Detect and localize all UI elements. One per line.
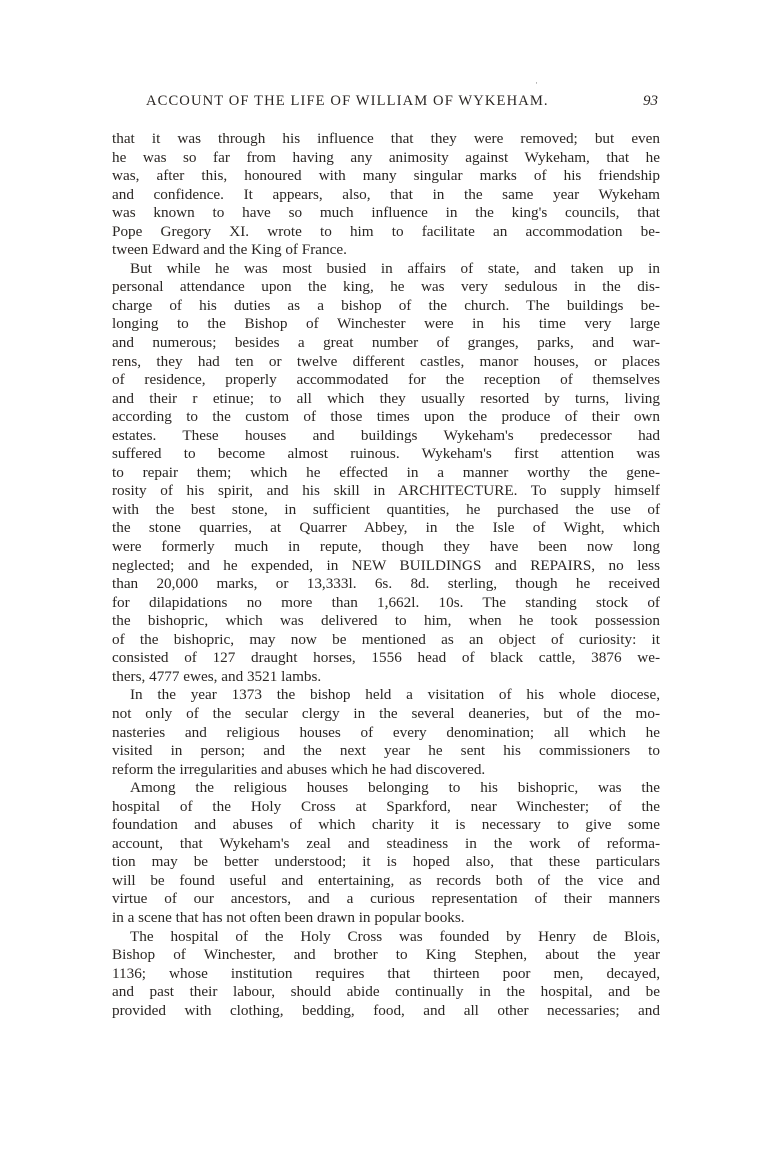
text-line: were formerly much in repute, though they have been now long: [112, 538, 660, 556]
text-line: that it was through his influence that they were removed; but even: [112, 130, 660, 147]
text-line: foundation and abuses of which charity it is necessary to give some: [112, 816, 660, 834]
text-line: longing to the Bishop of Winchester were in his time very large: [112, 315, 660, 333]
text-line: reform the irregularities and abuses which he had discovered.: [112, 760, 486, 778]
text-line: he was so far from having any animosity against Wykeham, that he: [112, 148, 660, 166]
text-line: neglected; and he expended, in NEW BUILDINGS and REPAIRS, no less: [112, 556, 660, 574]
text-line: hospital of the Holy Cross at Sparkford, near Winchester; of the: [112, 797, 660, 815]
text-line: of residence, properly accommodated for the reception of themselves: [112, 371, 660, 389]
page-number: 93: [643, 93, 658, 109]
text-line: with the best stone, in sufficient quantities, he purchased the use of: [112, 500, 660, 518]
text-line: virtue of our ancestors, and a curious representation of their manners: [112, 890, 660, 908]
text-line: rens, they had ten or twelve different castles, manor houses, or places: [112, 352, 660, 370]
text-line: In the year 1373 the bishop held a visitation of his whole diocese,: [130, 686, 660, 704]
text-line: was, after this, honoured with many singular marks of his friendship: [112, 167, 660, 185]
text-line: in a scene that has not often been drawn in popular books.: [112, 908, 465, 926]
text-line: personal attendance upon the king, he was very sedulous in the dis-: [112, 278, 660, 296]
text-line: charge of his duties as a bishop of the church. The buildings be-: [112, 296, 660, 314]
text-line: rosity of his spirit, and his skill in ARCHITECTURE. To supply himself: [112, 482, 660, 500]
text-line: tion may be better understood; it is hoped also, that these particulars: [112, 853, 660, 871]
text-line: and past their labour, should abide continually in the hospital, and be: [112, 983, 660, 1001]
text-line: was known to have so much influence in the king's councils, that: [112, 204, 660, 222]
text-line: Among the religious houses belonging to his bishopric, was the: [130, 779, 660, 797]
page-header: [110, 93, 658, 117]
text-line: nasteries and religious houses of every denomination; all which he: [112, 723, 660, 741]
text-line: to repair them; which he effected in a manner worthy the gene-: [112, 463, 660, 481]
text-line: 1136; whose institution requires that thirteen poor men, decayed,: [112, 964, 660, 982]
text-line: Bishop of Winchester, and brother to King Stephen, about the year: [112, 946, 660, 964]
text-line: of the bishopric, may now be mentioned as an object of curiosity: it: [112, 630, 660, 648]
text-line: account, that Wykeham's zeal and steadiness in the work of reforma-: [112, 834, 660, 852]
text-line: provided with clothing, bedding, food, and all other necessaries; and: [112, 1001, 660, 1019]
text-line: The hospital of the Holy Cross was founded by Henry de Blois,: [130, 927, 660, 945]
corner-mark: ·: [535, 78, 538, 88]
text-line: Pope Gregory XI. wrote to him to facilitate an accommodation be-: [112, 222, 660, 240]
text-line: and confidence. It appears, also, that in the same year Wykeham: [112, 185, 660, 203]
text-line: will be found useful and entertaining, as records both of the vice and: [112, 871, 660, 889]
text-line: than 20,000 marks, or 13,333l. 6s. 8d. sterling, though he received: [112, 575, 660, 593]
text-line: suffered to become almost ruinous. Wykeham's first attention was: [112, 445, 660, 463]
text-line: thers, 4777 ewes, and 3521 lambs.: [112, 667, 322, 685]
text-line: not only of the secular clergy in the several deaneries, but of the mo-: [112, 704, 660, 722]
text-line: for dilapidations no more than 1,662l. 10s. The standing stock of: [112, 593, 660, 611]
text-line: estates. These houses and buildings Wykeham's predecessor had: [112, 426, 660, 444]
text-line: But while he was most busied in affairs of state, and taken up in: [130, 259, 660, 277]
running-title: ACCOUNT OF THE LIFE OF WILLIAM OF WYKEHAM.: [146, 93, 549, 109]
text-line: and their r etinue; to all which they usually resorted by turns, living: [112, 389, 660, 407]
text-line: and numerous; besides a great number of granges, parks, and war-: [112, 334, 660, 352]
text-line: tween Edward and the King of France.: [112, 241, 347, 259]
text-line: according to the custom of those times upon the produce of their own: [112, 408, 660, 426]
text-line: the bishopric, which was delivered to him, when he took possession: [112, 612, 660, 630]
text-line: the stone quarries, at Quarrer Abbey, in the Isle of Wight, which: [112, 519, 660, 537]
text-line: consisted of 127 draught horses, 1556 head of black cattle, 3876 we-: [112, 649, 660, 667]
text-line: visited in person; and the next year he sent his commissioners to: [112, 742, 660, 760]
body-text: [112, 130, 660, 1020]
